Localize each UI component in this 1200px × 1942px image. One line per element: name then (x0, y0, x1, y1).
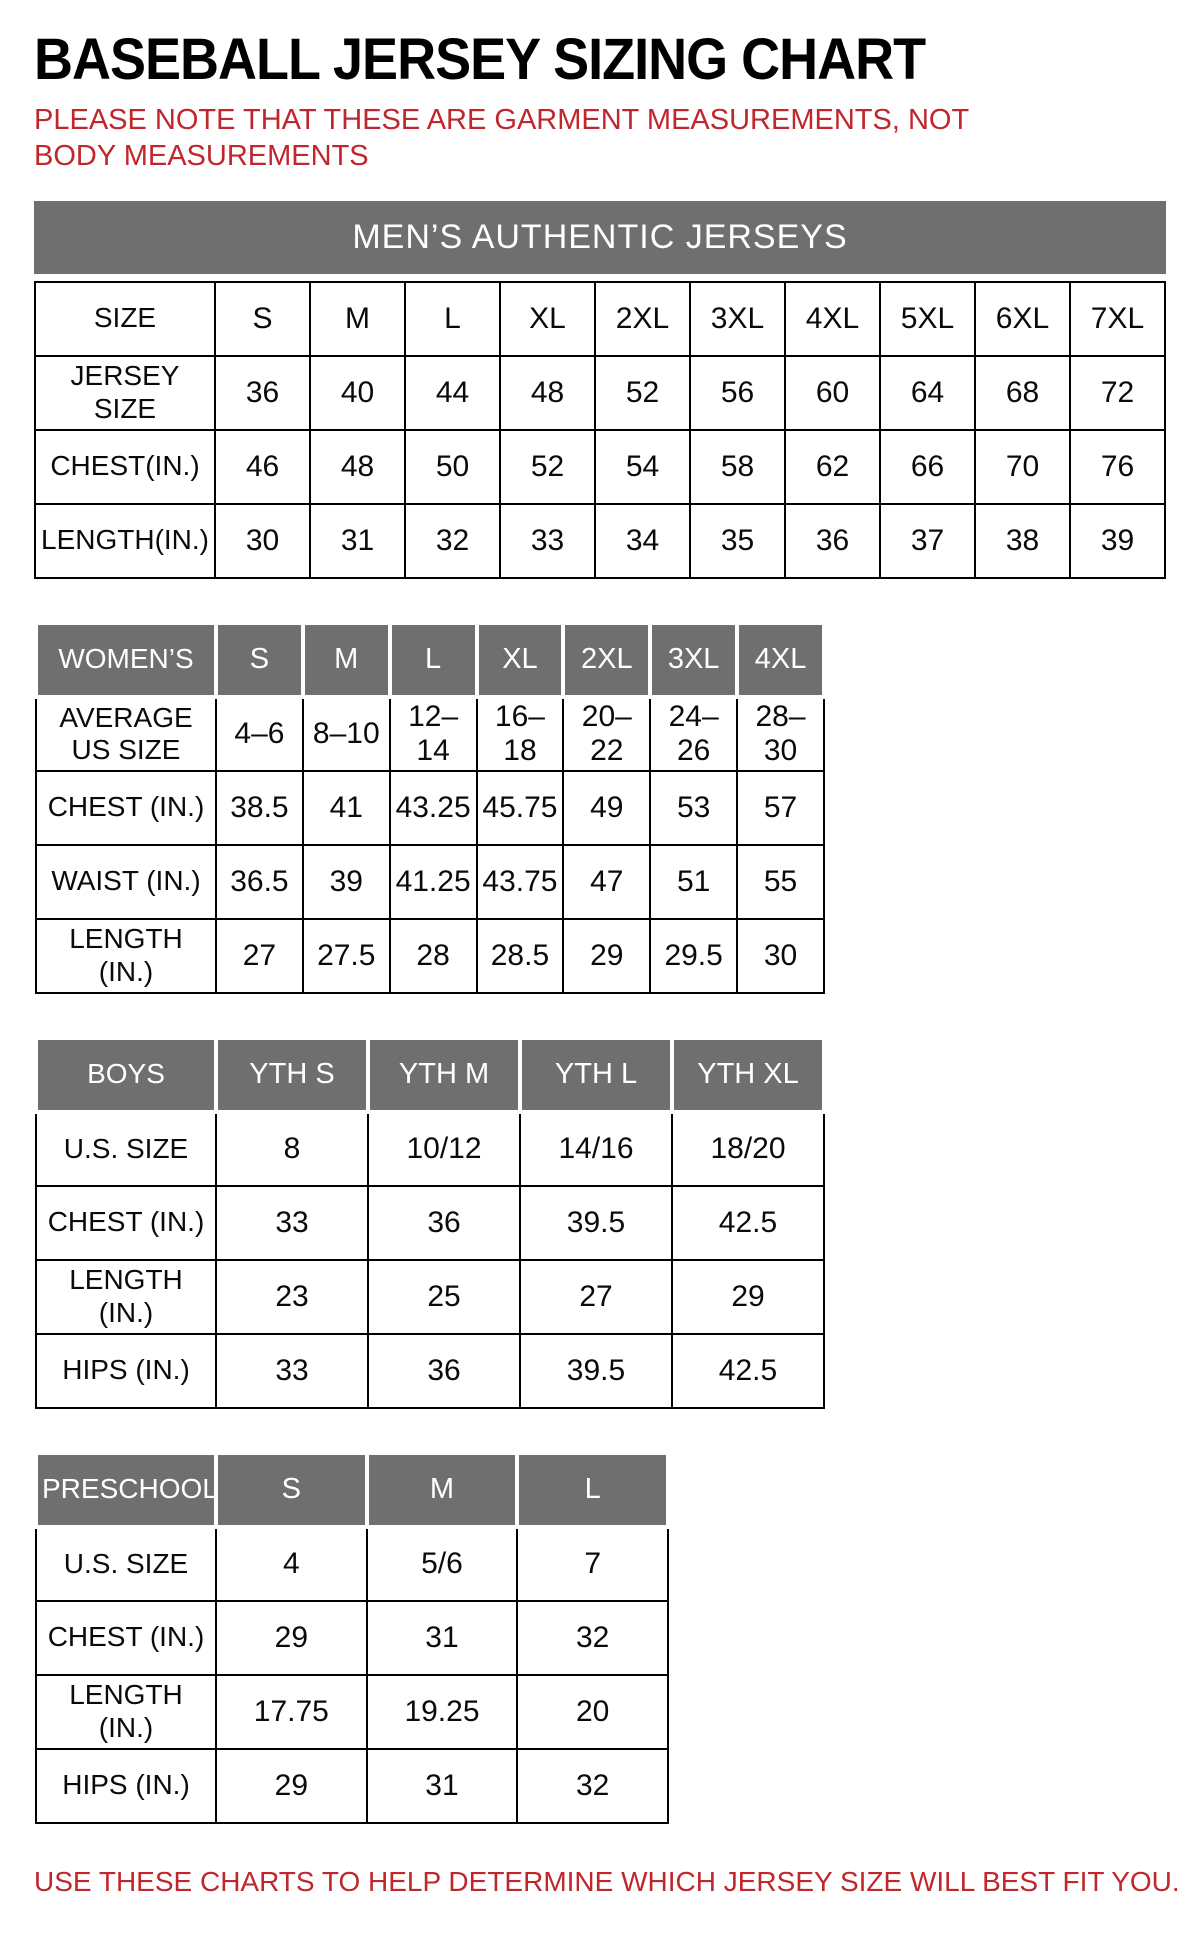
boys-measurement-cell: 33 (216, 1186, 368, 1260)
boys-sizing-table (34, 1036, 826, 1409)
preschool-size-column-header: M (367, 1453, 518, 1527)
boys-measurement-cell: 25 (368, 1260, 520, 1334)
mens-row-label: JERSEY SIZE (35, 356, 215, 430)
mens-measurement-cell: 56 (690, 356, 785, 430)
womens-row-label: LENGTH (IN.) (36, 919, 216, 993)
womens-measurement-cell: 12–14 (390, 697, 477, 771)
preschool-row-label: CHEST (IN.) (36, 1601, 216, 1675)
mens-measurement-cell: M (310, 282, 405, 356)
womens-size-column-header: L (390, 623, 477, 697)
mens-measurement-cell: 76 (1070, 430, 1165, 504)
mens-measurement-cell: 37 (880, 504, 975, 578)
womens-size-column-header: M (303, 623, 390, 697)
womens-measurement-cell: 38.5 (216, 771, 303, 845)
womens-measurement-cell: 28 (390, 919, 477, 993)
womens-measurement-cell: 29 (563, 919, 650, 993)
preschool-sizing-table (34, 1451, 670, 1824)
preschool-measurement-cell: 5/6 (367, 1527, 518, 1601)
preschool-measurement-cell: 32 (517, 1749, 668, 1823)
boys-row-label: U.S. SIZE (36, 1112, 216, 1186)
boys-table-row (36, 1186, 824, 1260)
boys-measurement-cell: 36 (368, 1334, 520, 1408)
boys-measurement-cell: 14/16 (520, 1112, 672, 1186)
womens-measurement-cell: 41.25 (390, 845, 477, 919)
boys-size-column-header: YTH S (216, 1038, 368, 1112)
womens-measurement-cell: 43.75 (477, 845, 564, 919)
preschool-table-row (36, 1527, 668, 1601)
mens-authentic-jerseys-table (34, 201, 1166, 579)
womens-row-label: WAIST (IN.) (36, 845, 216, 919)
womens-table-row (36, 697, 824, 771)
boys-header-label: BOYS (36, 1038, 216, 1112)
womens-size-column-header: 3XL (650, 623, 737, 697)
womens-measurement-cell: 45.75 (477, 771, 564, 845)
womens-sizing-table (34, 621, 826, 994)
mens-row-label: SIZE (35, 282, 215, 356)
boys-measurement-cell: 42.5 (672, 1334, 824, 1408)
boys-measurement-cell: 39.5 (520, 1334, 672, 1408)
fit-guidance-footer: USE THESE CHARTS TO HELP DETERMINE WHICH JERSEY SIZE WILL BEST FIT YOU. (34, 1865, 1180, 1897)
mens-measurement-cell: 50 (405, 430, 500, 504)
mens-row-label: CHEST(IN.) (35, 430, 215, 504)
page-title: BASEBALL JERSEY SIZING CHART (34, 27, 926, 92)
preschool-table-row (36, 1675, 668, 1749)
womens-header-row (36, 623, 824, 697)
mens-table-row (35, 504, 1165, 578)
mens-measurement-cell: 34 (595, 504, 690, 578)
mens-measurement-cell: 40 (310, 356, 405, 430)
mens-measurement-cell: XL (500, 282, 595, 356)
womens-measurement-cell: 57 (737, 771, 824, 845)
preschool-size-column-header: S (216, 1453, 367, 1527)
womens-measurement-cell: 4–6 (216, 697, 303, 771)
mens-measurement-cell: 39 (1070, 504, 1165, 578)
mens-measurement-cell: 36 (215, 356, 310, 430)
womens-table-row (36, 771, 824, 845)
womens-measurement-cell: 51 (650, 845, 737, 919)
boys-measurement-cell: 42.5 (672, 1186, 824, 1260)
mens-measurement-cell: 66 (880, 430, 975, 504)
womens-measurement-cell: 43.25 (390, 771, 477, 845)
boys-table-row (36, 1260, 824, 1334)
boys-table-grid (34, 1036, 826, 1409)
boys-table-row (36, 1112, 824, 1186)
womens-size-column-header: S (216, 623, 303, 697)
mens-measurement-cell: 2XL (595, 282, 690, 356)
womens-measurement-cell: 55 (737, 845, 824, 919)
boys-measurement-cell: 23 (216, 1260, 368, 1334)
preschool-measurement-cell: 4 (216, 1527, 367, 1601)
mens-measurement-cell: 64 (880, 356, 975, 430)
womens-table-row (36, 845, 824, 919)
mens-measurement-cell: 38 (975, 504, 1070, 578)
boys-row-label: CHEST (IN.) (36, 1186, 216, 1260)
mens-measurement-cell: 7XL (1070, 282, 1165, 356)
womens-measurement-cell: 39 (303, 845, 390, 919)
boys-size-column-header: YTH M (368, 1038, 520, 1112)
boys-size-column-header: YTH XL (672, 1038, 824, 1112)
womens-measurement-cell: 27 (216, 919, 303, 993)
preschool-row-label: HIPS (IN.) (36, 1749, 216, 1823)
mens-measurement-cell: 58 (690, 430, 785, 504)
mens-table-row (35, 282, 1165, 356)
womens-measurement-cell: 16–18 (477, 697, 564, 771)
womens-table-row (36, 919, 824, 993)
mens-table-grid (34, 281, 1166, 579)
womens-measurement-cell: 28.5 (477, 919, 564, 993)
womens-header-label: WOMEN’S (36, 623, 216, 697)
womens-measurement-cell: 8–10 (303, 697, 390, 771)
boys-measurement-cell: 27 (520, 1260, 672, 1334)
boys-measurement-cell: 10/12 (368, 1112, 520, 1186)
boys-measurement-cell: 33 (216, 1334, 368, 1408)
preschool-measurement-cell: 31 (367, 1601, 518, 1675)
preschool-measurement-cell: 19.25 (367, 1675, 518, 1749)
preschool-row-label: U.S. SIZE (36, 1527, 216, 1601)
mens-measurement-cell: 54 (595, 430, 690, 504)
mens-table-banner: MEN’S AUTHENTIC JERSEYS (34, 201, 1166, 274)
mens-measurement-cell: 31 (310, 504, 405, 578)
womens-measurement-cell: 30 (737, 919, 824, 993)
preschool-table-row (36, 1601, 668, 1675)
womens-measurement-cell: 36.5 (216, 845, 303, 919)
boys-measurement-cell: 36 (368, 1186, 520, 1260)
mens-measurement-cell: S (215, 282, 310, 356)
womens-measurement-cell: 24–26 (650, 697, 737, 771)
mens-measurement-cell: 60 (785, 356, 880, 430)
boys-measurement-cell: 39.5 (520, 1186, 672, 1260)
boys-table-row (36, 1334, 824, 1408)
womens-size-column-header: XL (477, 623, 564, 697)
womens-size-column-header: 2XL (563, 623, 650, 697)
mens-measurement-cell: 33 (500, 504, 595, 578)
preschool-measurement-cell: 7 (517, 1527, 668, 1601)
preschool-measurement-cell: 20 (517, 1675, 668, 1749)
preschool-table-row (36, 1749, 668, 1823)
preschool-measurement-cell: 31 (367, 1749, 518, 1823)
mens-measurement-cell: 3XL (690, 282, 785, 356)
mens-measurement-cell: 68 (975, 356, 1070, 430)
mens-measurement-cell: 6XL (975, 282, 1070, 356)
mens-measurement-cell: 62 (785, 430, 880, 504)
preschool-table-grid (34, 1451, 670, 1824)
preschool-header-row (36, 1453, 668, 1527)
boys-size-column-header: YTH L (520, 1038, 672, 1112)
mens-measurement-cell: 5XL (880, 282, 975, 356)
mens-table-row (35, 430, 1165, 504)
preschool-header-label: PRESCHOOL (36, 1453, 216, 1527)
mens-measurement-cell: 48 (310, 430, 405, 504)
mens-measurement-cell: 52 (595, 356, 690, 430)
womens-size-column-header: 4XL (737, 623, 824, 697)
mens-measurement-cell: 4XL (785, 282, 880, 356)
garment-measurements-note: PLEASE NOTE THAT THESE ARE GARMENT MEASUREMENTS, NOT BODY MEASUREMENTS (34, 104, 969, 173)
mens-measurement-cell: 48 (500, 356, 595, 430)
mens-measurement-cell: 70 (975, 430, 1070, 504)
preschool-row-label: LENGTH (IN.) (36, 1675, 216, 1749)
womens-measurement-cell: 20–22 (563, 697, 650, 771)
preschool-measurement-cell: 32 (517, 1601, 668, 1675)
mens-measurement-cell: 46 (215, 430, 310, 504)
mens-measurement-cell: 32 (405, 504, 500, 578)
womens-measurement-cell: 41 (303, 771, 390, 845)
preschool-measurement-cell: 17.75 (216, 1675, 367, 1749)
womens-measurement-cell: 53 (650, 771, 737, 845)
boys-row-label: LENGTH (IN.) (36, 1260, 216, 1334)
preschool-measurement-cell: 29 (216, 1749, 367, 1823)
preschool-measurement-cell: 29 (216, 1601, 367, 1675)
womens-measurement-cell: 49 (563, 771, 650, 845)
boys-measurement-cell: 8 (216, 1112, 368, 1186)
mens-measurement-cell: 36 (785, 504, 880, 578)
womens-row-label: CHEST (IN.) (36, 771, 216, 845)
mens-measurement-cell: 44 (405, 356, 500, 430)
boys-row-label: HIPS (IN.) (36, 1334, 216, 1408)
womens-measurement-cell: 29.5 (650, 919, 737, 993)
mens-row-label: LENGTH(IN.) (35, 504, 215, 578)
boys-measurement-cell: 29 (672, 1260, 824, 1334)
mens-measurement-cell: 30 (215, 504, 310, 578)
womens-measurement-cell: 47 (563, 845, 650, 919)
preschool-size-column-header: L (517, 1453, 668, 1527)
boys-header-row (36, 1038, 824, 1112)
mens-measurement-cell: 52 (500, 430, 595, 504)
womens-row-label: AVERAGE US SIZE (36, 697, 216, 771)
boys-measurement-cell: 18/20 (672, 1112, 824, 1186)
mens-measurement-cell: L (405, 282, 500, 356)
womens-measurement-cell: 27.5 (303, 919, 390, 993)
womens-table-grid (34, 621, 826, 994)
mens-measurement-cell: 72 (1070, 356, 1165, 430)
mens-measurement-cell: 35 (690, 504, 785, 578)
mens-table-row (35, 356, 1165, 430)
womens-measurement-cell: 28–30 (737, 697, 824, 771)
